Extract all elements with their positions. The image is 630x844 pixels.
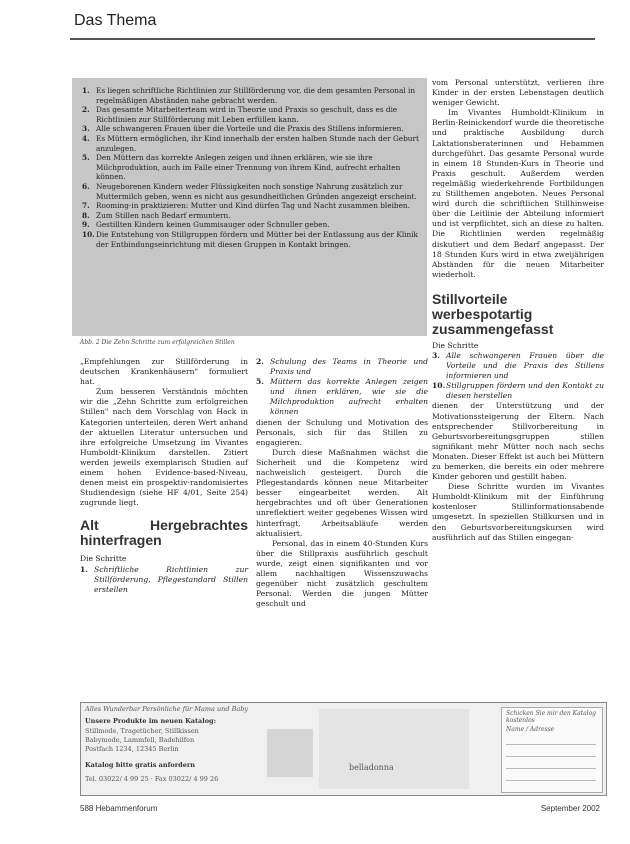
ad-tagline: Alles Wunderbar Persönliche für Mama und Baby xyxy=(85,705,249,713)
step-item xyxy=(82,105,419,124)
list-item xyxy=(256,357,428,377)
ad-line: Unsere Produkte im neuen Katalog: xyxy=(85,717,216,725)
step-text: Das gesamte Mitarbeiterteam wird in Theorie und Praxis so geschult, dass es die Richtlinien zur Stillförderung mit Leben erfüllen kann. xyxy=(96,105,398,124)
header-rule xyxy=(70,38,595,40)
list-number: 3. xyxy=(432,350,440,360)
list-text: Schriftliche Richtlinien zur Stillförderung, Pflegestandard Stillen erstellen xyxy=(94,564,248,594)
step-number: 7. xyxy=(82,201,90,211)
brand-logo-text: belladonna xyxy=(349,763,394,772)
step-text: Neugeborenen Kindern weder Flüssigkeiten noch sonstige Nahrung zusätzlich zur Muttermilch geben, wenn es nicht aus gesundheitlichen Gründen angezeigt erscheint. xyxy=(96,181,417,201)
section-heading: Stillvorteile werbespotartig zusammengefasst xyxy=(432,290,554,337)
list-number: 1. xyxy=(80,564,88,574)
step-item xyxy=(82,134,419,153)
paragraph: Personal, das in einem 40-Stunden Kurs über die Stillpraxis ausführlich geschult wurde, zeigt einen signifikanten und vor allem nachhaltigen Wissenszuwachs gegenüber nicht zusätzlich geschultem Personal. Werden die jungen Mütter geschult und xyxy=(256,538,428,609)
advertisement xyxy=(80,702,607,796)
paragraph: Im Vivantes Humboldt-Klinikum in Berlin-Reinickendorf wurde die theoretische und praktische Ausbildung durch Laktationsberaterinnen und Hebammen durchgeführt. Das gesamte Personal wurde in einem 18 Stunden-Kurs in Theorie und Praxis geschult. Außerdem werden regelmäßig wiederkehrende Fortbildungen zu Stillthemen angeboten. Neues Personal wird durch die schriftlichen Stillhinweise über die Leitlinie der Abteilung informiert und ist verpflichtet, sich an diese zu halten. Die Richtlinien werden regelmäßig diskutiert und dem Bedarf angepasst. Der 18 Stunden Kurs wird in etwa zweijährigen Abständen für die neuen Mitarbeiter wiederholt. xyxy=(432,108,604,279)
list-number: 10. xyxy=(432,381,446,391)
step-text: Es Müttern ermöglichen, ihr Kind innerhalb der ersten halben Stunde nach der Geburt anzulegen. xyxy=(96,133,419,153)
step-text: Die Entstehung von Stillgruppen fördern und Mütter bei der Entlassung aus der Klinik der Entbindungseinrichtung mit diesen Gruppen in Kontakt bringen. xyxy=(96,229,418,249)
step-number: 4. xyxy=(82,133,90,143)
step-text: Zum Stillen nach Bedarf ermuntern. xyxy=(96,210,231,220)
step-text: Es liegen schriftliche Richtlinien zur Stillförderung vor, die dem gesamten Personal in regelmäßigen Abständen nahe gebracht werden. xyxy=(96,86,416,105)
list-item xyxy=(432,351,604,381)
footer-page-info: 588 Hebammenforum xyxy=(80,804,158,813)
step-text: Alle schwangeren Frauen über die Vorteile und die Praxis des Stillens informieren. xyxy=(96,124,404,134)
step-item xyxy=(82,124,419,134)
subheading: Die Schritte xyxy=(80,554,127,564)
step-number: 6. xyxy=(82,181,90,191)
step-item xyxy=(82,211,419,221)
step-text: Rooming-in praktizieren: Mutter und Kind dürfen Tag und Nacht zusammen bleiben. xyxy=(96,201,410,211)
paragraph: „Empfehlungen zur Stillförderung in deutschen Krankenhäusern" formuliert hat. xyxy=(80,357,248,387)
paragraph: Durch diese Maßnahmen wächst die Sicherheit und die Kompetenz wird nachweislich gesteigert. Durch die Pflegestandards können neue Mitarbeiter besser eingearbeitet werden. Alt hergebrachtes und oft über Generationen unreflektiert weiter gegebenes Wissen wird hinterfragt, Arbeitsabläufe werden aktualisiert. xyxy=(256,447,428,538)
step-item xyxy=(82,182,419,201)
baby-photo xyxy=(267,729,313,777)
column-middle xyxy=(256,357,428,609)
coupon-field-line xyxy=(506,756,596,757)
list-item xyxy=(256,377,428,417)
order-coupon xyxy=(501,707,603,793)
step-text: Den Müttern das korrekte Anlegen zeigen und ihnen erklären, wie sie ihre Milchproduktion, auch im Falle einer Trennung von ihrem Kind, aufrecht erhalten können. xyxy=(96,153,401,182)
step-item xyxy=(82,201,419,211)
step-item xyxy=(82,153,419,182)
list-item xyxy=(80,565,248,595)
step-number: 3. xyxy=(82,124,90,134)
step-number: 5. xyxy=(82,153,90,163)
step-text: Gestillten Kindern keinen Gummisauger oder Schnuller geben. xyxy=(96,220,330,230)
coupon-field-line xyxy=(506,768,596,769)
list-text: Müttern das korrekte Anlegen zeigen und ihnen erklären, wie sie die Milchproduktion aufrecht erhalten können xyxy=(270,377,428,417)
step-number: 8. xyxy=(82,210,90,220)
ad-line: Babymode, Lammfell, Badehilfen xyxy=(85,736,195,744)
step-item xyxy=(82,220,419,230)
coupon-field-line xyxy=(506,744,596,745)
coupon-title: Schicken Sie mir den Katalog kostenlos xyxy=(506,710,597,724)
column-left xyxy=(80,357,248,595)
list-text: Alle schwangeren Frauen über die Vorteile und die Praxis des Stillens informieren und xyxy=(446,350,604,381)
paragraph: Diese Schritte wurden im Vivantes Humboldt-Klinikum mit der Einführung kostenloser Stillinformationsabende umgesetzt. In speziellen Stillkursen und in den Geburtsvorbereitungskursen wird ausführlich auf das Stillen eingegan- xyxy=(432,482,604,542)
column-right xyxy=(432,78,604,543)
list-number: 5. xyxy=(256,377,264,387)
ad-phone: Tel. 03022/ 4 99 25 · Fax 03022/ 4 99 26 xyxy=(85,775,219,783)
paragraph: dienen der Schulung und Motivation des Personals, sich für das Stillen zu engagieren. xyxy=(256,417,428,447)
list-number: 2. xyxy=(256,357,264,366)
step-item xyxy=(82,86,419,105)
section-heading: Alt Hergebrachtes hinterfragen xyxy=(80,517,248,549)
step-number: 10. xyxy=(82,229,95,239)
ad-line: Postfach 1234, 12345 Berlin xyxy=(85,745,179,753)
subheading: Die Schritte xyxy=(432,340,479,350)
paragraph: dienen der Unterstützung und der Motivationssteigerung der Eltern. Nach entsprechender Stillvorbereitung in Geburtsvorbereitungsgruppen stillen signifikant mehr Mütter noch nach sechs Monaten. Dieser Effekt ist auch bei Müttern zu bemerken, die bereits ein oder mehrere Kinder geboren und gestillt haben. xyxy=(432,401,604,482)
paragraph: vom Personal unterstützt, verlieren ihre Kinder in der ersten Lebenstagen deutlich weniger Gewicht. xyxy=(432,78,604,108)
list-item xyxy=(432,381,604,401)
footer-date: September 2002 xyxy=(540,804,600,813)
step-number: 1. xyxy=(82,86,90,95)
coupon-field-line xyxy=(506,780,596,781)
ad-line: Stillmode, Tragetücher, Stillkissen xyxy=(85,727,199,735)
step-number: 9. xyxy=(82,220,90,230)
list-text: Schulung des Teams in Theorie und Praxis und xyxy=(270,357,428,377)
ten-steps-box xyxy=(72,78,427,336)
section-title: Das Thema xyxy=(74,12,157,29)
coupon-label: Name / Adresse xyxy=(506,726,555,733)
step-item xyxy=(82,230,419,249)
step-number: 2. xyxy=(82,105,90,115)
figure-caption: Abb. 2 Die Zehn Schritte zum erfolgreichen Stillen xyxy=(80,339,235,346)
paragraph: Zum besseren Verständnis möchten wir die „Zehn Schritte zum erfolgreichen Stillen" nach dem Vorschlag von Hack in Kategorien unterteilen, deren Wert anhand der aktuellen Literatur untersuchen und ihre erfolgreiche Umsetzung im Vivantes Humboldt-Klinikum darstellen. Zitiert werden jeweils exemplarisch Studien auf einem hohen Evidence-based-Niveau, denen meist ein prospektiv-randomisiertes Studiendesign (siehe HF 4/01, Seite 254) zugrunde liegt. xyxy=(80,387,248,508)
list-text: Stillgruppen fördern und den Kontakt zu diesen herstellen xyxy=(446,381,604,401)
brand-logo-area xyxy=(319,709,469,789)
ten-steps-list xyxy=(72,78,427,249)
ad-cta: Katalog bitte gratis anfordern xyxy=(85,761,196,769)
